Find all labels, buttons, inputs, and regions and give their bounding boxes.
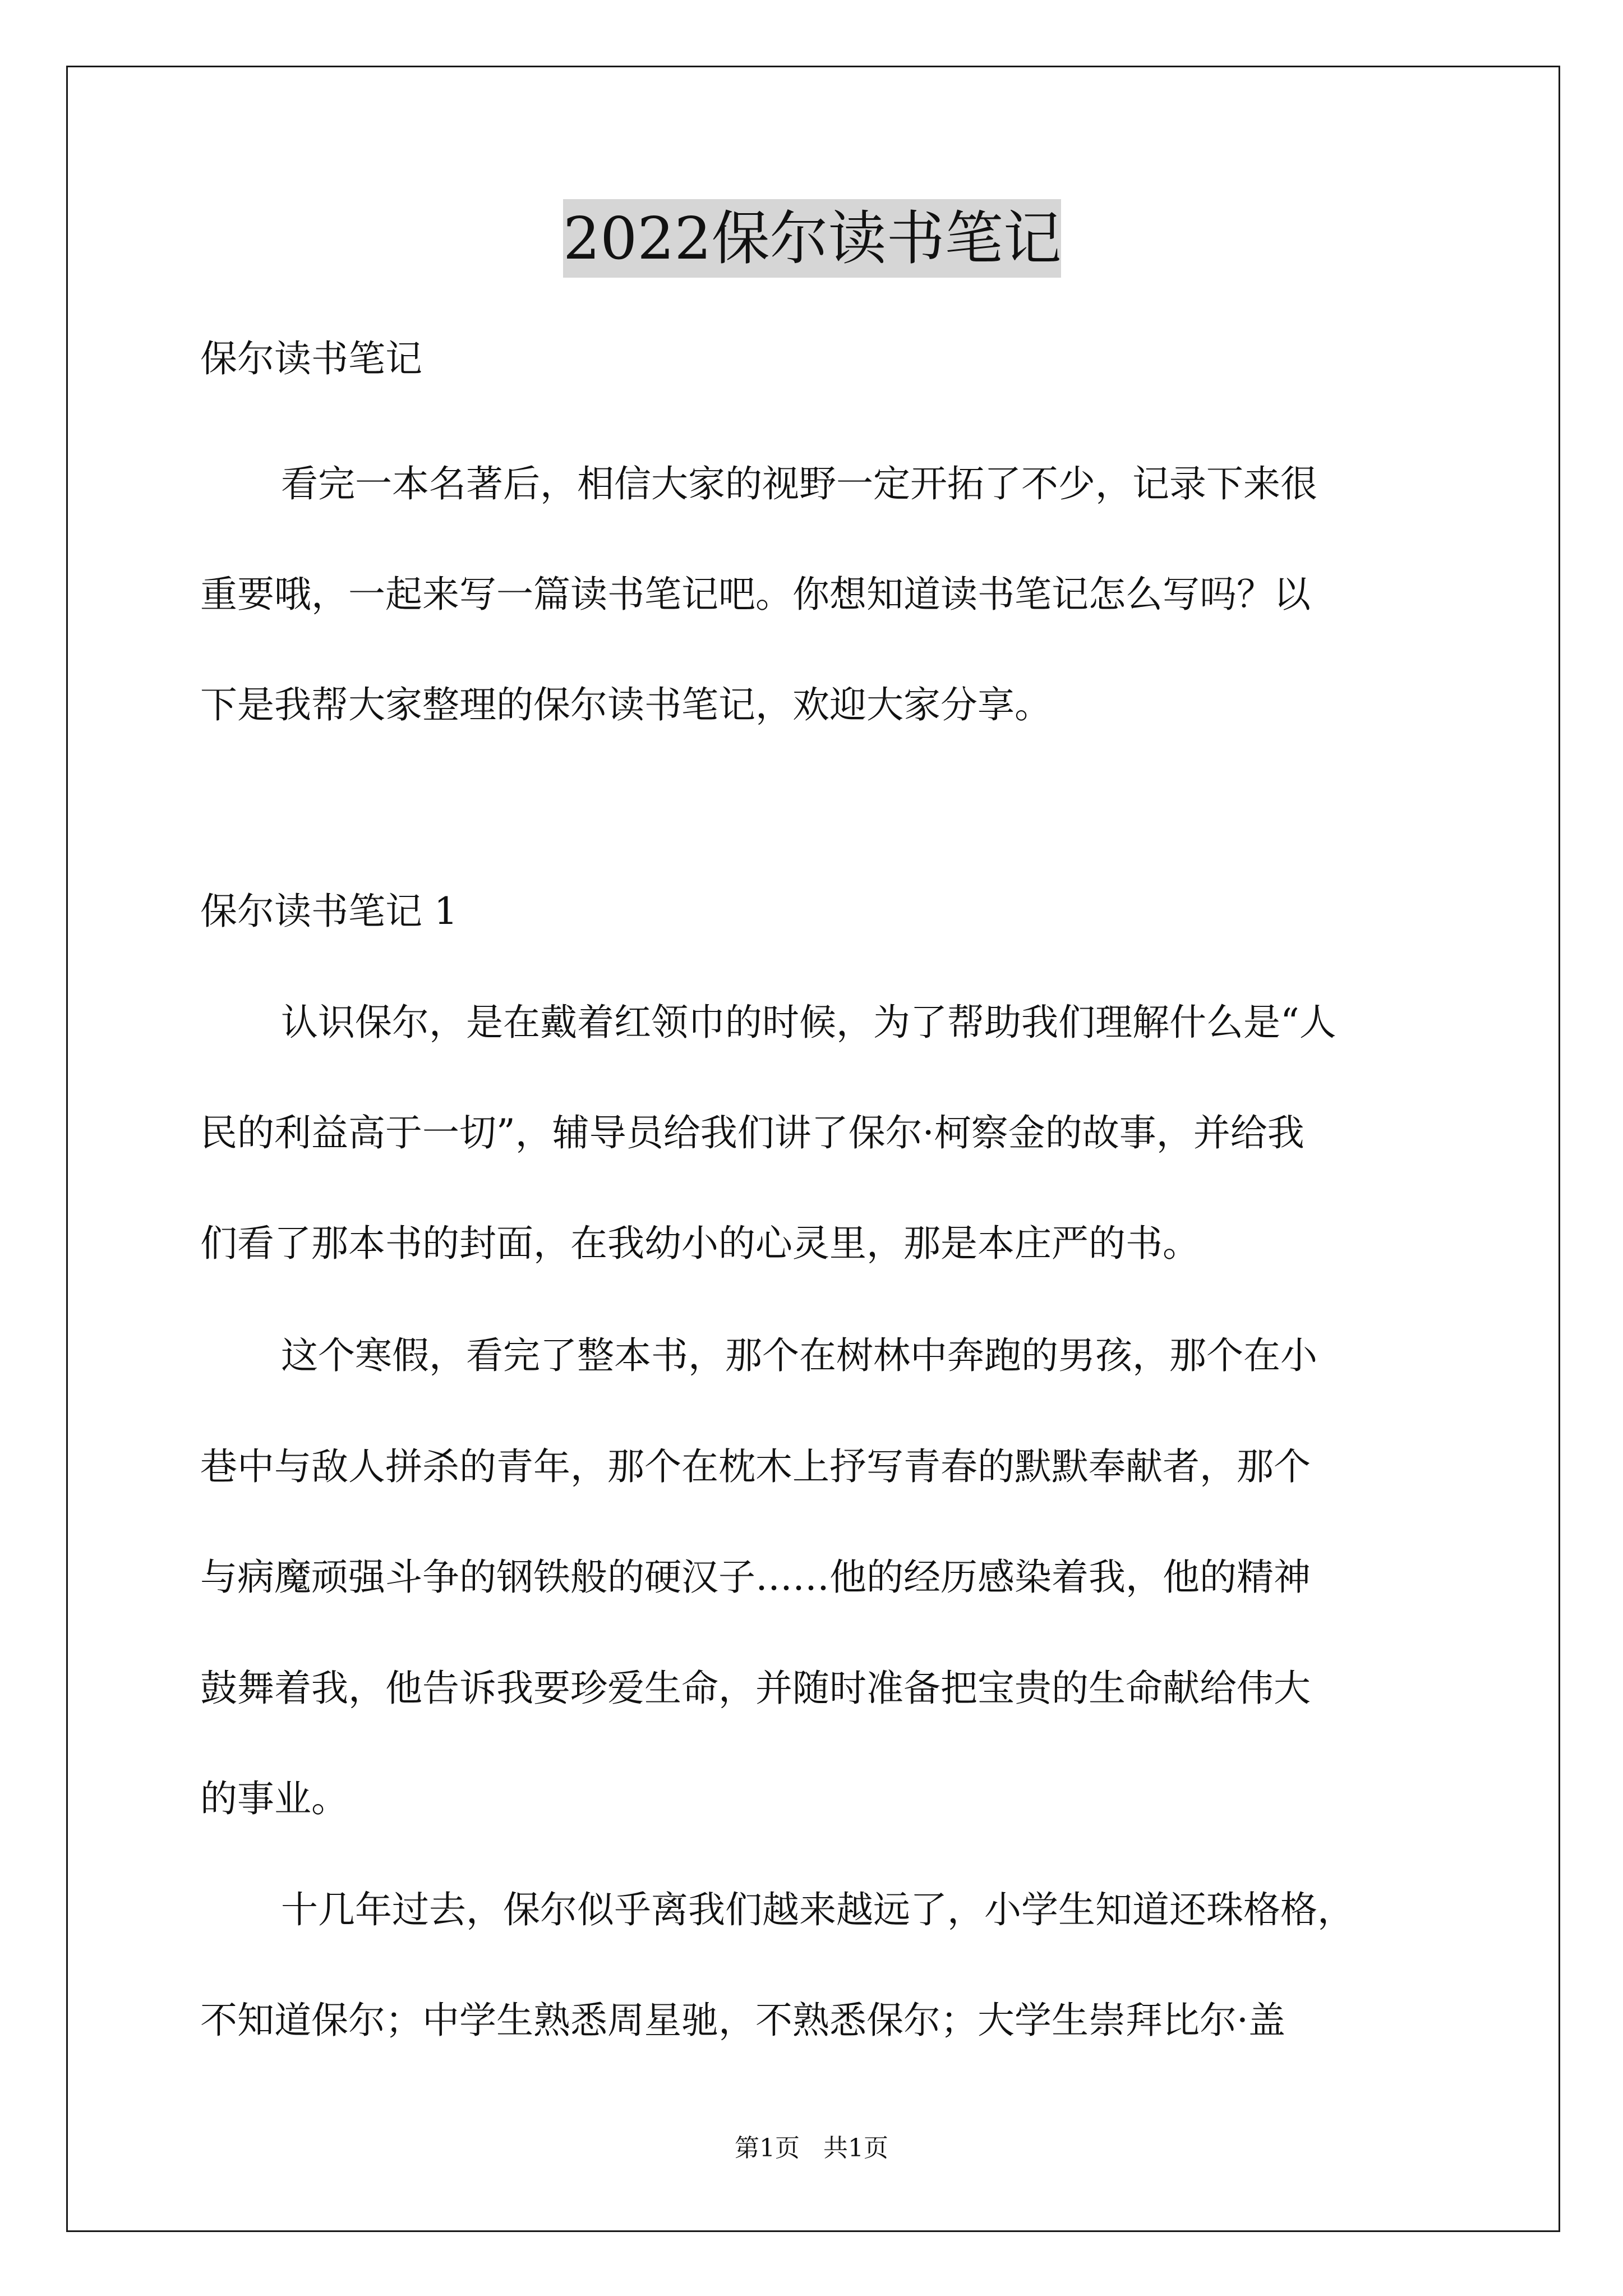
paragraph-line: 们看了那本书的封面，在我幼小的心灵里，那是本庄严的书。 <box>200 1222 1200 1265</box>
section-heading-intro: 保尔读书笔记 <box>200 337 422 380</box>
paragraph-line: 民的利益高于一切”，辅导员给我们讲了保尔·柯察金的故事，并给我 <box>200 1111 1304 1154</box>
section-heading-1: 保尔读书笔记 1 <box>200 890 458 933</box>
paragraph-line: 重要哦，一起来写一篇读书笔记吧。你想知道读书笔记怎么写吗？以 <box>200 573 1311 616</box>
paragraph-line: 看完一本名著后，相信大家的视野一定开拓了不少，记录下来很 <box>281 462 1317 505</box>
paragraph-line: 与病魔顽强斗争的钢铁般的硬汉子……他的经历感染着我，他的精神 <box>200 1556 1311 1599</box>
paragraph-line: 不知道保尔；中学生熟悉周星驰，不熟悉保尔；大学生崇拜比尔·盖 <box>200 1999 1285 2042</box>
paragraph-line: 这个寒假，看完了整本书，那个在树林中奔跑的男孩，那个在小 <box>281 1334 1317 1377</box>
document-title: 2022保尔读书笔记 <box>563 199 1061 278</box>
paragraph-line: 鼓舞着我，他告诉我要珍爱生命，并随时准备把宝贵的生命献给伟大 <box>200 1667 1311 1710</box>
paragraph-line: 的事业。 <box>200 1777 348 1820</box>
paragraph-line: 十几年过去，保尔似乎离我们越来越远了，小学生知道还珠格格， <box>281 1888 1354 1931</box>
paragraph-line: 认识保尔，是在戴着红领巾的时候，为了帮助我们理解什么是“人 <box>281 1001 1336 1044</box>
paragraph-line: 下是我帮大家整理的保尔读书笔记，欢迎大家分享。 <box>200 683 1052 726</box>
paragraph-line: 巷中与敌人拼杀的青年，那个在枕木上抒写青春的默默奉献者，那个 <box>200 1445 1311 1488</box>
page-footer: 第1页 共1页 <box>735 2134 888 2162</box>
